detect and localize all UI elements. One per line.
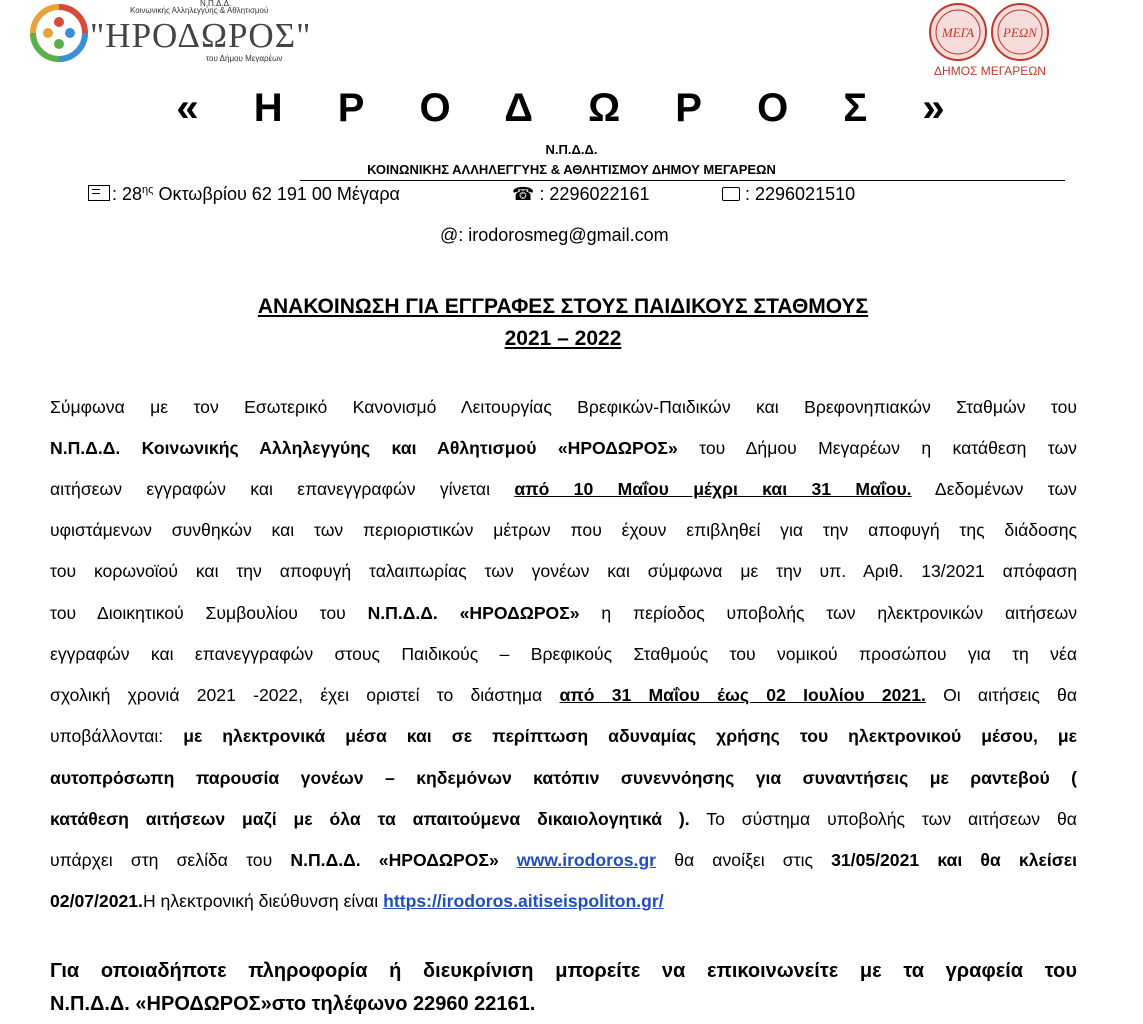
body-line: του κορωνοϊού και την αποφυγή ταλαιπωρίας των γονέων και σύμφωνα με την υπ. Αριθ. 13/2021 απόφαση	[50, 561, 1077, 581]
address-sup: ης	[142, 184, 154, 196]
website-link[interactable]: www.irodoros.gr	[516, 850, 657, 870]
body-line: Ν.Π.Δ.Δ. Κοινωνικής Αλληλεγγύης και Αθλητισμού «ΗΡΟΔΩΡΟΣ» του Δήμου Μεγαρέων η κατάθεση των	[50, 438, 1077, 458]
phone-number: : 2296022161	[534, 184, 650, 204]
logo-org-small: Ν.Π.Δ.Δ.	[200, 0, 232, 8]
announcement-year: 2021 – 2022	[504, 327, 622, 350]
fax-icon	[722, 187, 740, 201]
body-line: σχολική χρονιά 2021 -2022, έχει οριστεί το διάστημα από 31 Μαΐου έως 02 Ιουλίου 2021. Οι αιτήσεις θα	[50, 685, 1078, 705]
fax-number: : 2296021510	[740, 184, 856, 204]
body-line: υποβάλλονται: με ηλεκτρονικά μέσα και σε περίπτωση αδυναμίας χρήσης του ηλεκτρονικού μέσου, με	[50, 726, 1077, 746]
body-line: του Διοικητικού Συμβουλίου του Ν.Π.Δ.Δ. «ΗΡΟΔΩΡΟΣ» η περίοδος υποβολής των ηλεκτρονικών αιτήσεων	[50, 603, 1077, 623]
address-rest: Οκτωβρίου 62 191 00 Μέγαρα	[153, 184, 400, 204]
page-title: « Η Ρ Ο Δ Ω Ρ Ο Σ »	[176, 86, 967, 130]
body-line: υφιστάμενων συνθηκών και των περιοριστικών μέτρων που έχουν επιβληθεί για την αποφυγή της διάδοσης	[50, 520, 1077, 540]
fax	[722, 184, 855, 205]
body-line: υπάρχει στη σελίδα του Ν.Π.Δ.Δ. «ΗΡΟΔΩΡΟΣ» www.irodoros.gr θα ανοίξει στις 31/05/2021 και θα κλείσει	[50, 850, 1077, 870]
body-line: αυτοπρόσωπη παρουσία γονέων – κηδεμόνων κατόπιν συνεννόησης για συναντήσεις με ραντεβού (	[50, 768, 1077, 788]
applications-link[interactable]: https://irodoros.aitiseispoliton.gr/	[383, 891, 664, 911]
body-line: εγγραφών και επανεγγραφών στους Παιδικούς – Βρεφικούς Σταθμούς του νομικού προσώπου για τη νέα	[50, 644, 1077, 664]
body-line: κατάθεση αιτήσεων μαζί με όλα τα απαιτούμενα δικαιολογητικά ). Το σύστημα υποβολής των αιτήσεων θα	[50, 809, 1077, 829]
body-line: Σύμφωνα με τον Εσωτερικό Κανονισμό Λειτουργίας Βρεφικών-Παιδικών και Βρεφονηπιακών Σταθμών του	[50, 397, 1077, 417]
address-prefix: : 28	[112, 184, 143, 204]
announcement-heading: ΑΝΑΚΟΙΝΩΣΗ ΓΙΑ ΕΓΓΡΑΦΕΣ ΣΤΟΥΣ ΠΑΙΔΙΚΟΥΣ ΣΤΑΘΜΟΥΣ	[257, 295, 869, 318]
envelope-icon	[88, 185, 110, 201]
seal-caption: ΔΗΜΟΣ ΜΕΓΑΡΕΩΝ	[934, 64, 1046, 78]
email: @: irodorosmeg@gmail.com	[440, 225, 669, 245]
body-line: αιτήσεων εγγραφών και επανεγγραφών γίνεται από 10 Μαΐου μέχρι και 31 Μαΐου. Δεδομένων των	[50, 479, 1077, 499]
org-subtitle: ΚΟΙΝΩΝΙΚΗΣ ΑΛΛΗΛΕΓΓΥΗΣ & ΑΘΛΗΤΙΣΜΟΥ ΔΗΜΟΥ ΜΕΓΑΡΕΩΝ	[367, 162, 776, 177]
body-line: 02/07/2021.Η ηλεκτρονική διεύθυνση είναι https://irodoros.aitiseispoliton.gr/	[50, 891, 664, 911]
header-divider	[300, 180, 1065, 181]
closing-info-line: Για οποιαδήποτε πληροφορία ή διευκρίνιση μπορείτε να επικοινωνείτε με τα γραφεία του	[50, 960, 1077, 982]
logo-name: "ΗΡΟΔΩΡΟΣ"	[90, 16, 312, 55]
phone	[512, 184, 650, 205]
logo-wheel-icon	[30, 4, 88, 62]
logo-tagline: του Δήμου Μεγαρέων	[206, 54, 283, 63]
seal-left-text: ΜΕΓΑ	[941, 25, 975, 40]
logo-org-line: Κοινωνικής Αλληλεγγύης & Αθλητισμού	[130, 6, 269, 15]
municipality-seal	[920, 0, 1060, 80]
seal-icon	[920, 0, 1060, 64]
org-logo	[30, 2, 330, 64]
seal-right-text: ΡΕΩΝ	[1003, 25, 1037, 40]
closing-contact-line: Ν.Π.Δ.Δ. «ΗΡΟΔΩΡΟΣ»στο τηλέφωνο 22960 22161.	[50, 993, 536, 1015]
phone-icon: ☎	[512, 184, 535, 204]
org-type: Ν.Π.Δ.Δ.	[545, 142, 598, 157]
address	[88, 184, 400, 205]
